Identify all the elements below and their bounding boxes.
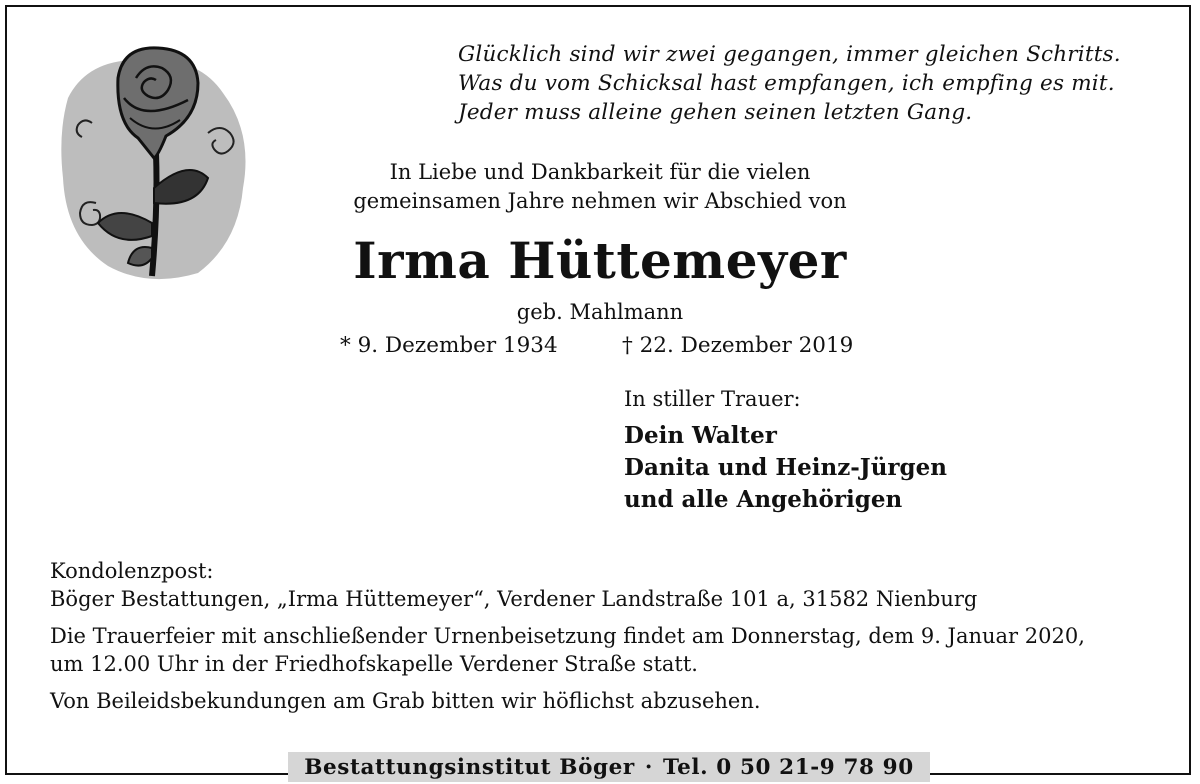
birth-date: * 9. Dezember 1934	[340, 333, 558, 358]
deceased-name: Irma Hüttemeyer	[353, 231, 847, 290]
intro-line: gemeinsamen Jahre nehmen wir Abschied von	[353, 189, 847, 213]
intro-line: In Liebe und Dankbarkeit für die vielen	[389, 160, 811, 184]
footer-banner	[288, 752, 930, 782]
poem-line: Jeder muss alleine gehen seinen letzten Gang.	[458, 100, 973, 125]
family-member: Danita und Heinz-Jürgen	[624, 454, 947, 481]
life-dates	[340, 331, 880, 361]
death-date: † 22. Dezember 2019	[622, 333, 854, 358]
family-list	[624, 420, 947, 516]
family-member: und alle Angehörigen	[624, 486, 903, 513]
poem-line: Glücklich sind wir zwei gegangen, immer gleichen Schritts.	[458, 42, 1121, 67]
ceremony-line: Die Trauerfeier mit anschließender Urnenbeisetzung findet am Donnerstag, dem 9. Januar 2020,	[50, 624, 1085, 648]
rose-icon	[48, 38, 263, 290]
footer-separator: ·	[644, 755, 653, 780]
company-name: Bestattungsinstitut Böger	[304, 755, 635, 780]
poem	[458, 40, 1121, 127]
condolence-address: Böger Bestattungen, „Irma Hüttemeyer“, Verdener Landstraße 101 a, 31582 Nienburg	[50, 587, 978, 611]
details-section	[50, 557, 1085, 715]
family-member: Dein Walter	[624, 422, 777, 449]
ceremony-line: um 12.00 Uhr in der Friedhofskapelle Verdener Straße statt.	[50, 652, 698, 676]
phone-number: Tel. 0 50 21-9 78 90	[662, 755, 914, 780]
mourning-label: In stiller Trauer:	[624, 387, 801, 411]
birth-name: geb. Mahlmann	[516, 300, 684, 324]
intro-text	[300, 158, 900, 216]
condolence-label: Kondolenzpost:	[50, 559, 214, 583]
condolence-request: Von Beileidsbekundungen am Grab bitten wir höflichst abzusehen.	[50, 689, 761, 713]
poem-line: Was du vom Schicksal hast empfangen, ich empfing es mit.	[458, 71, 1115, 96]
